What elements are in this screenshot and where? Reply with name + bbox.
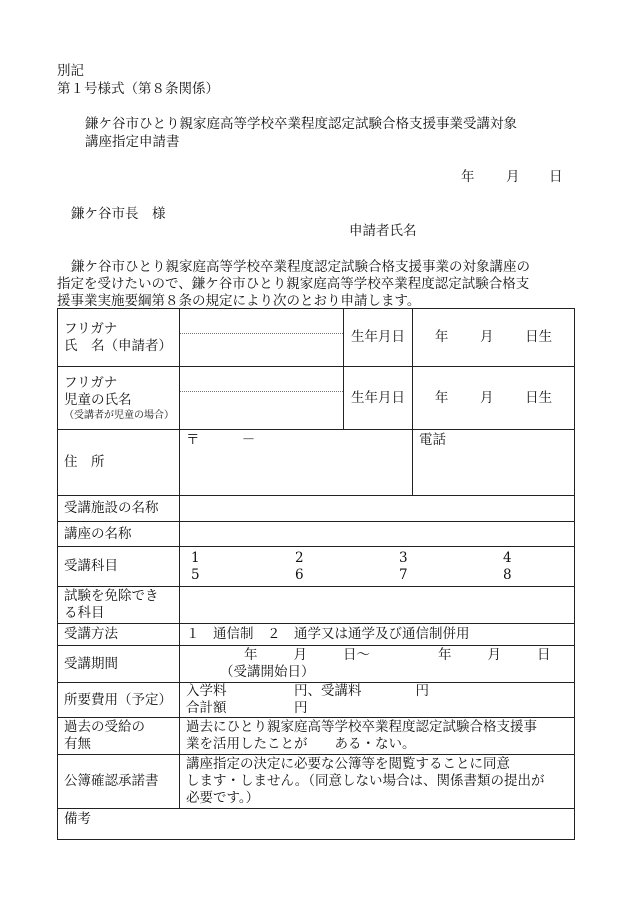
exempt-label-line1: 試験を免除でき [64, 588, 159, 604]
consent-line3: 必要です。） [186, 790, 260, 806]
consent-row [58, 755, 575, 809]
period-row [58, 646, 575, 683]
appendix-label: 別記 [57, 63, 84, 79]
applicant-name-label: 申請者氏名 [349, 223, 417, 239]
applicant-name-field[interactable] [180, 309, 344, 367]
application-form-table [57, 308, 575, 840]
method-value[interactable]: １ 通信制 ２ 通学又は通学及び通信制併用 [180, 624, 575, 646]
period-year1-label: 年 [244, 647, 258, 663]
date-day-label: 日 [549, 169, 563, 185]
child-row [58, 367, 575, 430]
past-label-cell [58, 718, 180, 755]
address-field[interactable] [180, 430, 413, 496]
exempt-field[interactable] [180, 587, 575, 624]
postal-mark: 〒 [186, 432, 200, 448]
applicant-furigana-label: フリガナ [64, 320, 118, 337]
remarks-row [58, 809, 575, 840]
birth-month-label: 月 [479, 329, 494, 345]
method-label: 受講方法 [58, 624, 180, 646]
subjects-field[interactable] [180, 547, 575, 587]
consent-line1: 講座指定の決定に必要な公簿等を閲覧することに同意 [186, 756, 510, 772]
intro-line2: 指定を受けたいので、鎌ケ谷市ひとり親家庭高等学校卒業程度認定試験合格支 [57, 276, 530, 292]
addressee: 鎌ケ谷市長 様 [71, 206, 166, 222]
child-name-field[interactable] [180, 367, 344, 430]
child-name-label: 児童の氏名 [64, 391, 132, 408]
exempt-row [58, 587, 575, 624]
subject-number: 5 [191, 566, 200, 583]
cost-line2: 合計額 円 [186, 700, 308, 716]
subject-number: 1 [191, 549, 200, 566]
consent-label: 公簿確認承諾書 [58, 755, 180, 809]
subjects-row [58, 547, 575, 587]
period-day2-label: 日 [537, 647, 551, 663]
facility-field[interactable] [180, 496, 575, 522]
child-birthdate-field[interactable] [413, 367, 575, 430]
child-birth-day-label: 日生 [525, 389, 553, 406]
consent-field[interactable] [180, 755, 575, 809]
intro-line1: 鎌ケ谷市ひとり親家庭高等学校卒業程度認定試験合格支援事業の対象講座の [71, 259, 530, 275]
applicant-name-label: 氏 名（申請者） [64, 337, 172, 354]
postal-dash: － [241, 432, 256, 448]
document-title-line2: 講座指定申請書 [85, 134, 180, 150]
child-birth-year-label: 年 [434, 389, 449, 406]
past-receipt-field[interactable] [180, 718, 575, 755]
remarks-label: 備考 [64, 811, 91, 827]
intro-line3: 援事業実施要綱第８条の規定により次のとおり申請します。 [57, 293, 421, 309]
birth-day-label: 日生 [525, 329, 553, 345]
phone-label: 電話 [419, 432, 446, 448]
past-label-line1: 過去の受給の [64, 719, 145, 735]
applicant-birthdate-label: 生年月日 [344, 309, 413, 367]
course-label: 講座の名称 [58, 522, 180, 547]
cost-field[interactable] [180, 683, 575, 718]
subject-number: 4 [503, 549, 512, 566]
child-birthdate-label: 生年月日 [344, 367, 413, 430]
remarks-field[interactable] [58, 809, 575, 840]
course-field[interactable] [180, 522, 575, 547]
cost-row [58, 683, 575, 718]
exempt-label-line2: る科目 [64, 605, 105, 621]
subject-number: 6 [295, 566, 304, 583]
date-year-label: 年 [461, 169, 475, 185]
subjects-label: 受講科目 [58, 547, 180, 587]
form-number: 第１号様式（第８条関係） [57, 81, 219, 97]
birth-year-label: 年 [434, 329, 449, 345]
past-line2: 業を活用したことが ある・ない。 [186, 736, 416, 752]
consent-line2: します・しません。（同意しない場合は、関係書類の提出が [186, 773, 545, 789]
address-row [58, 430, 575, 496]
method-row [58, 624, 575, 646]
applicant-row [58, 309, 575, 367]
address-label: 住 所 [58, 430, 180, 496]
period-label: 受講期間 [58, 646, 180, 683]
document-title-line1: 鎌ケ谷市ひとり親家庭高等学校卒業程度認定試験合格支援事業受講対象 [85, 116, 517, 132]
past-label-line2: 有無 [64, 736, 91, 752]
period-month1-label: 月 [293, 647, 307, 663]
facility-label: 受講施設の名称 [58, 496, 180, 522]
applicant-furigana-field[interactable] [180, 309, 343, 334]
applicant-label-cell [58, 309, 180, 367]
course-row [58, 522, 575, 547]
subject-number: 2 [295, 549, 304, 566]
past-line1: 過去にひとり親家庭高等学校卒業程度認定試験合格支援事 [186, 719, 537, 735]
date-month-label: 月 [506, 169, 520, 185]
period-day1-label: 日～ [343, 647, 370, 663]
child-furigana-field[interactable] [180, 367, 343, 392]
phone-field[interactable] [413, 430, 575, 496]
period-note: （受講開始日） [220, 664, 315, 680]
past-receipt-row [58, 718, 575, 755]
cost-label: 所要費用（予定） [58, 683, 180, 718]
child-note-label: （受講者が児童の場合） [64, 409, 174, 421]
subject-number: 8 [503, 566, 512, 583]
subject-number: 7 [399, 566, 408, 583]
child-label-cell [58, 367, 180, 430]
period-year2-label: 年 [438, 647, 452, 663]
applicant-birthdate-field[interactable] [413, 309, 575, 367]
facility-row [58, 496, 575, 522]
period-field[interactable] [180, 646, 575, 683]
exempt-label-cell [58, 587, 180, 624]
child-birth-month-label: 月 [479, 389, 494, 406]
subject-number: 3 [399, 549, 408, 566]
period-month2-label: 月 [487, 647, 501, 663]
cost-line1: 入学料 円、受講料 円 [186, 683, 429, 699]
child-furigana-label: フリガナ [64, 374, 118, 391]
